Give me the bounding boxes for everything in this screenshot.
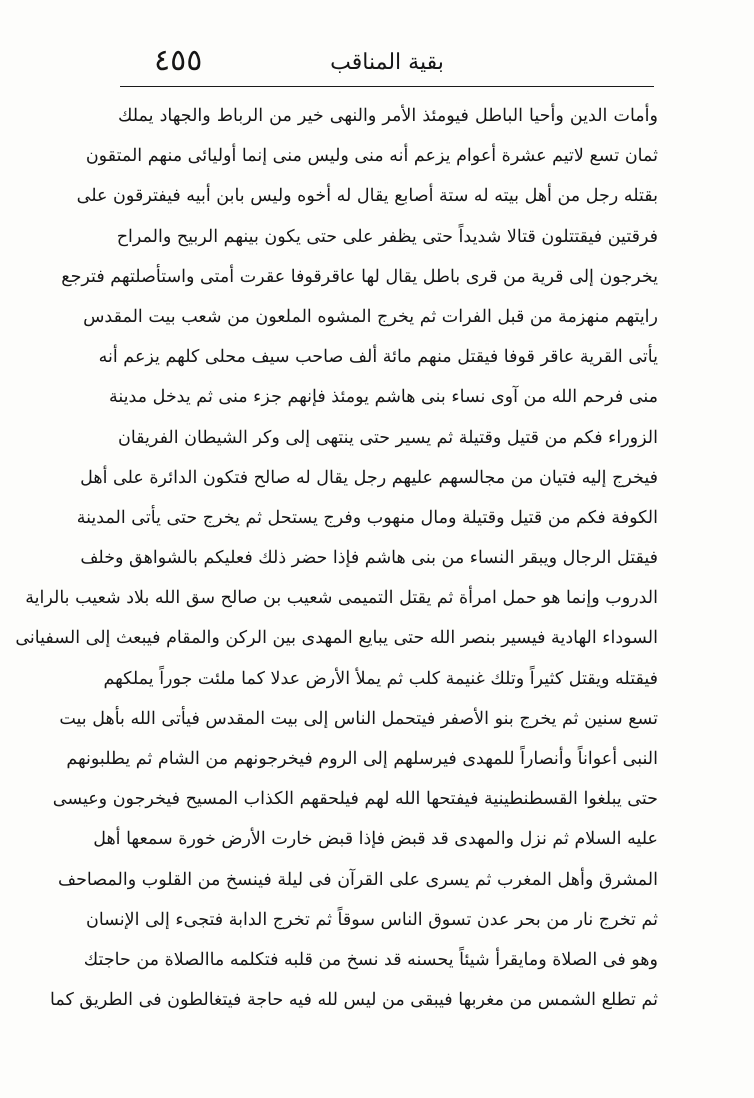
text-line: بقتله رجل من أهل بيته له ستة أصابع يقال له أخوه وليس بابن أبيه فيفترقون على	[76, 186, 658, 207]
text-line: ثم تخرج نار من بحر عدن تسوق الناس سوقاً ثم تخرج الدابة فتجىء إلى الإنسان	[85, 909, 658, 930]
text-line: وأمات الدين وأحيا الباطل فيومئذ الأمر والنهى خير من الرباط والجهاد يملك	[118, 106, 658, 126]
page-header	[120, 40, 654, 90]
text-line: تسع سنين ثم يخرج بنو الأصفر فيتحمل الناس إلى بيت المقدس فيأتى الله بأهل بيت	[59, 708, 658, 729]
running-head: بقية المناقب	[330, 50, 444, 75]
text-line: فيخرج إليه فتيان من مجالسهم عليهم رجل يقال له صالح فتكون الدائرة على أهل	[80, 467, 658, 488]
text-line: فيقتل الرجال ويبقر النساء من بنى هاشم فإذا حضر ذلك فعليكم بالشواهق وخلف	[80, 548, 658, 569]
text-line: عليه السلام ثم نزل والمهدى قد قبض فإذا قبض خارت الأرض خورة سمعها أهل	[93, 829, 658, 850]
text-line: السوداء الهادية فيسير بنصر الله حتى يبايع المهدى بين الركن والمقام فيبعث إلى السفيانى	[15, 628, 658, 649]
text-line: رايتهم منهزمة من قبل الفرات ثم يخرج المشوه الملعون من شعب بيت المقدس	[83, 306, 658, 327]
text-line: يأتى القرية عاقر قوفا فيقتل منهم مائة ألف صاحب سيف محلى كلهم يزعم أنه	[98, 347, 658, 368]
text-line: الدروب وإنما هو حمل امرأة ثم يقتل التميمى شعيب بن صالح سق الله بلاد شعيب بالراية	[25, 588, 658, 609]
text-line: المشرق وأهل المغرب ثم يسرى على القرآن فى ليلة فينسخ من القلوب والمصاحف	[57, 869, 658, 890]
page-number: ٤٥٥	[154, 43, 203, 78]
text-line: الكوفة فكم من قتيل وقتيلة ومال منهوب وفرج يستحل ثم يخرج حتى يأتى المدينة	[76, 507, 658, 528]
text-line: فيقتله ويقتل كثيراً وتلك غنيمة كلب ثم يملأ الأرض عدلا كما ملئت جوراً يملكهم	[103, 668, 658, 689]
text-line: ثمان تسع لاتيم عشرة أعوام يزعم أنه منى وليس منى إنما أوليائى منهم المتقون	[85, 146, 658, 167]
text-line: يخرجون إلى قرية من قرى باطل يقال لها عاقرقوفا عقرت أمتى واستأصلتهم فترجع	[61, 266, 658, 287]
text-line: الزوراء فكم من قتيل وقتيلة ثم يسير حتى ينتهى إلى وكر الشيطان الفريقان	[118, 427, 658, 448]
text-line: ثم تطلع الشمس من مغربها فيبقى من ليس لله فيه حاجة فيتغالطون فى الطريق كما	[50, 990, 658, 1011]
text-line: وهو فى الصلاة ومايقرأ شيئاً يحسنه قد نسخ من قلبه فتكلمه ماالصلاة من حاجتك	[83, 949, 658, 970]
header-rule	[120, 86, 654, 87]
text-line: النبى أعواناً وأنصاراً للمهدى فيرسلهم إلى الروم فيخرجونهم من الشام ثم يطلبونهم	[66, 749, 658, 769]
body-text	[15, 96, 658, 1020]
text-line: منى فرحم الله من آوى نساء بنى هاشم يومئذ فإنهم جزء منى ثم يدخل مدينة	[108, 387, 658, 408]
text-line: فرقتين فيقتتلون قتالا شديداً حتى يظفر على حتى يكون بينهم الربيح والمراح	[116, 226, 658, 247]
text-line: حتى يبلغوا القسطنطينية فيفتحها الله لهم فيلحقهم الكذاب المسيح فيخرجون وعيسى	[52, 789, 658, 810]
